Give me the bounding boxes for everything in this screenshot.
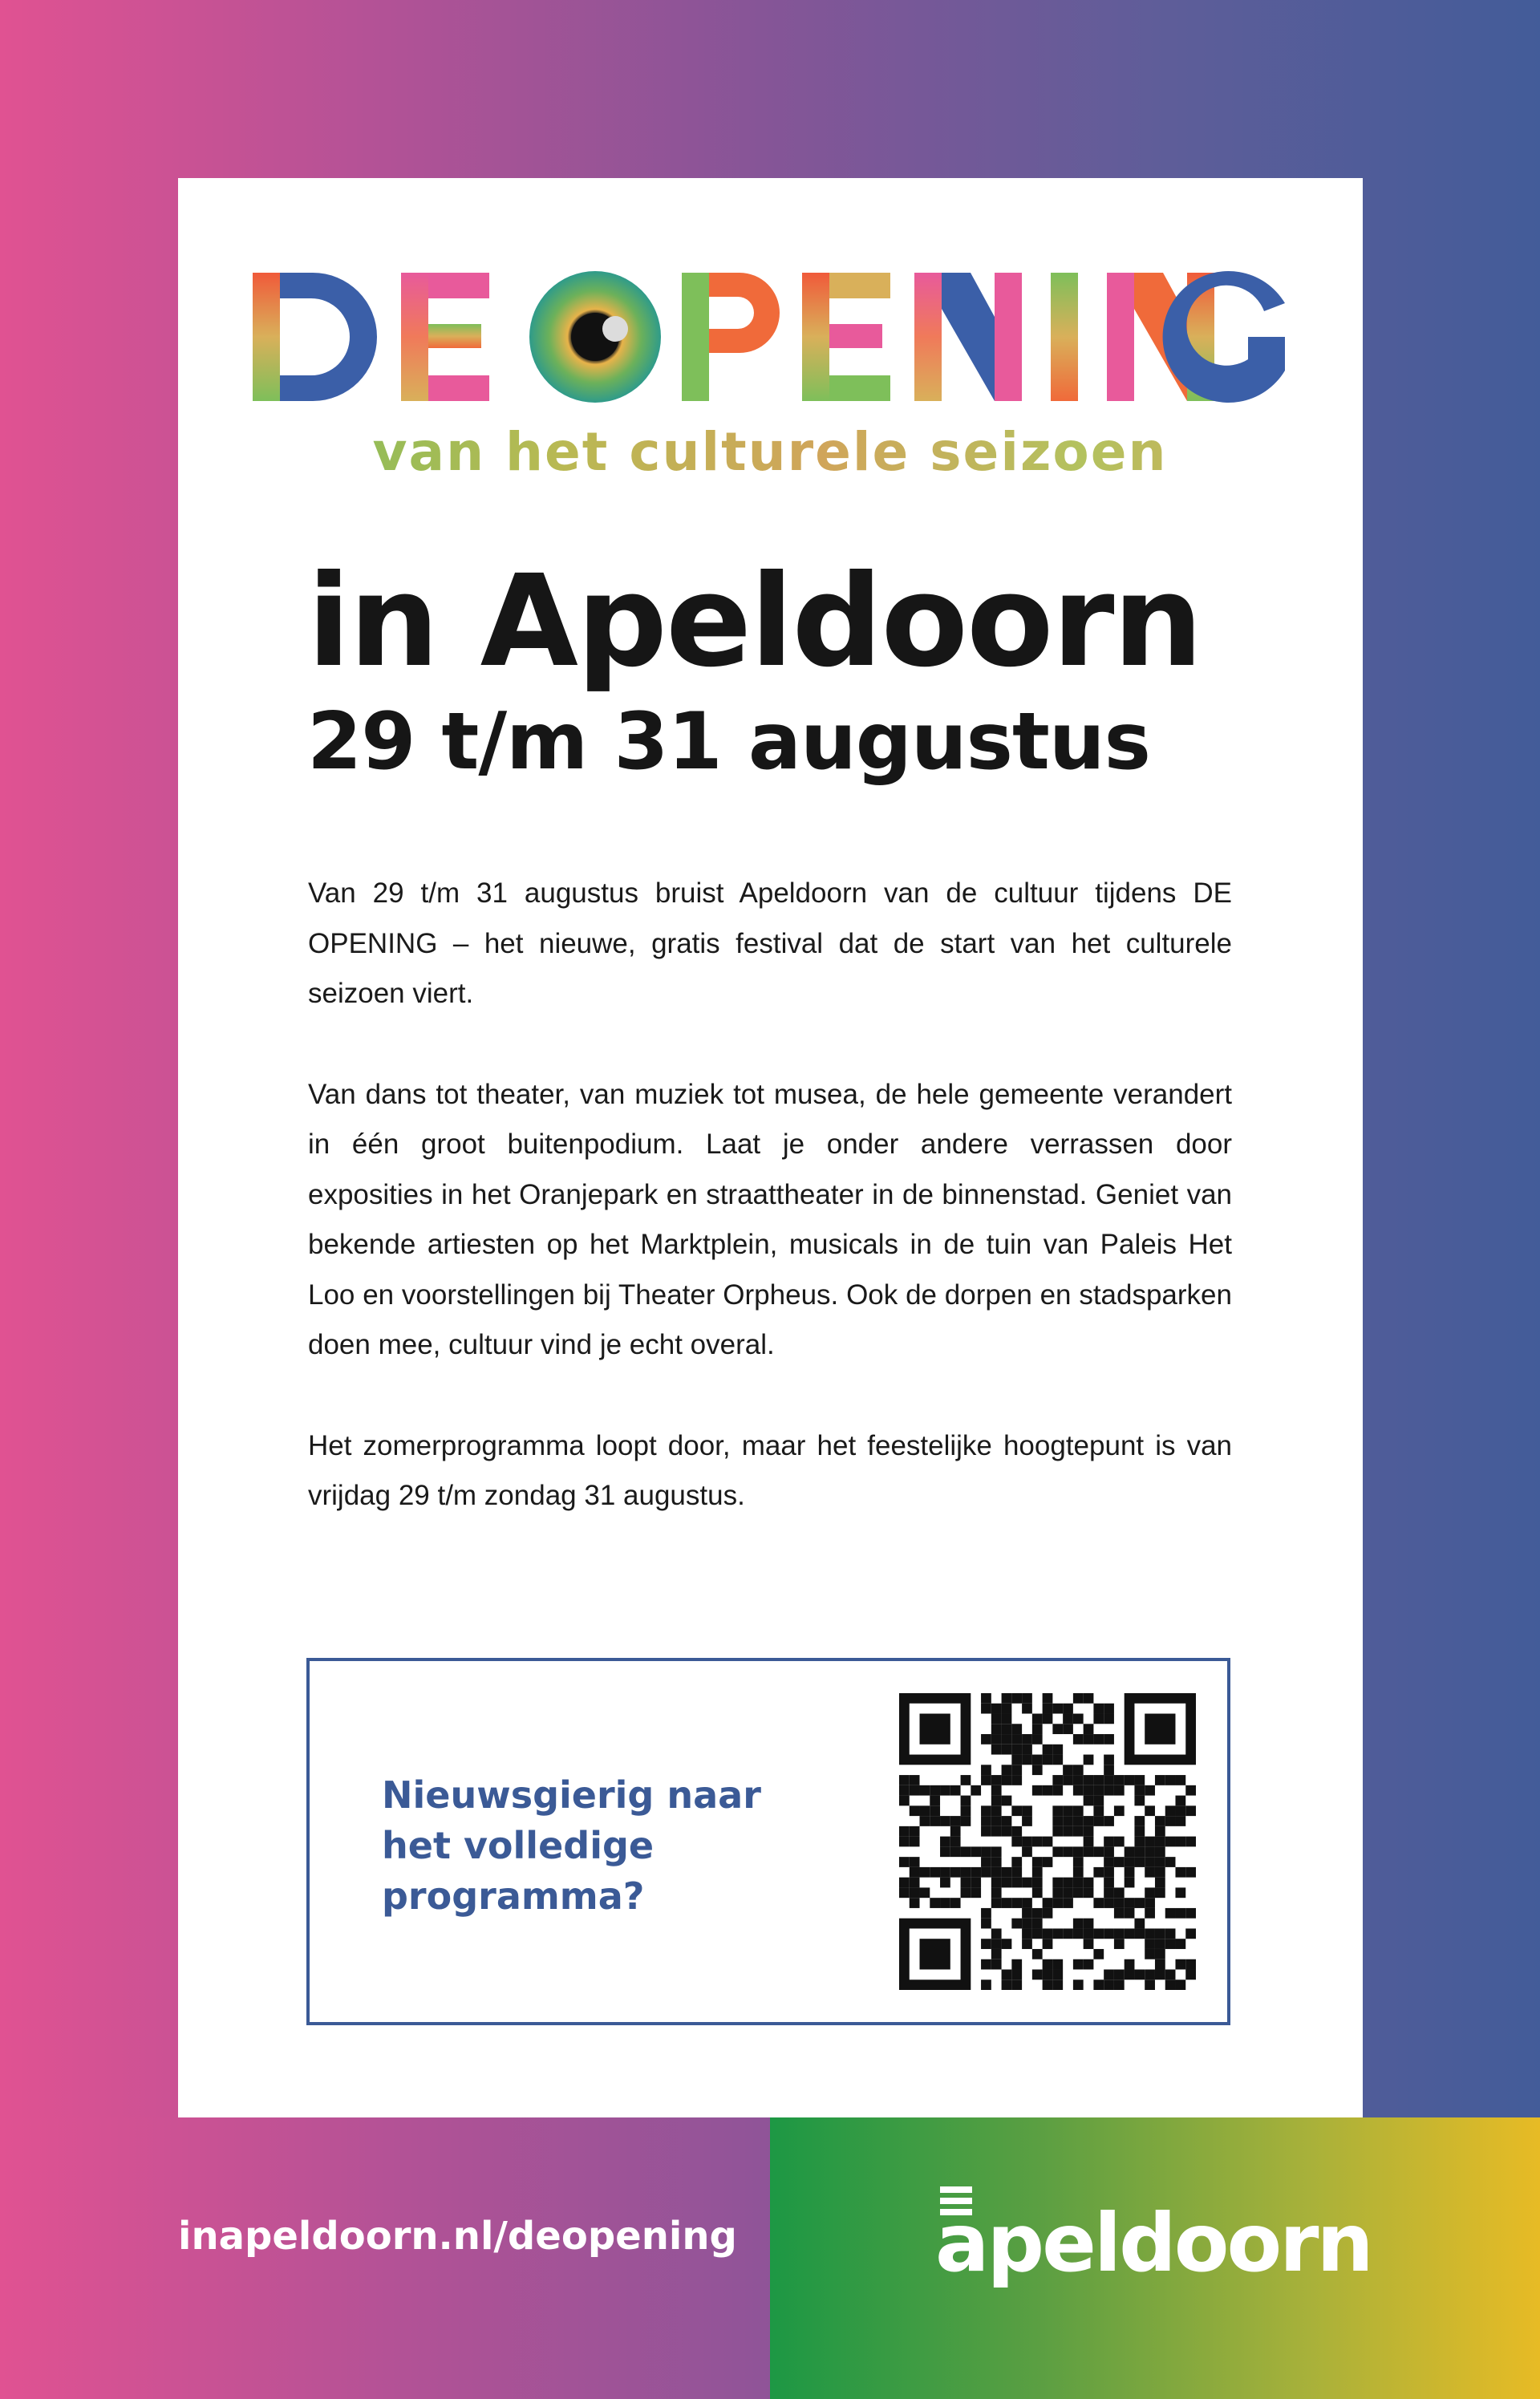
qr-callout-box xyxy=(306,1658,1230,2025)
headline-dates: 29 t/m 31 augustus xyxy=(307,696,1150,788)
paragraph-program: Van dans tot theater, van muziek tot musea, de hele gemeente verandert in één groot buitenpodium. Laat je onder andere verrassen door exposities in het Oranjepark en straattheater in de binnenstad. Geniet van bekende artiesten op het Marktplein, musicals in de tuin van Paleis Het Loo en voorstellingen bij Theater Orpheus. Ook de dorpen en stadsparken doen mee, cultuur vind je echt overal. xyxy=(308,1078,1232,1360)
paragraph-highlight: Het zomerprogramma loopt door, maar het feestelijke hoogtepunt is van vrijdag 29 t/m zondag 31 augustus. xyxy=(308,1429,1232,1511)
headline xyxy=(307,548,1238,788)
body-text xyxy=(308,869,1232,1572)
brand-wordmark: apeldoorn xyxy=(935,2196,1372,2290)
subtitle: van het culturele seizoen xyxy=(249,421,1291,483)
qr-code-icon[interactable] xyxy=(899,1693,1196,1990)
paragraph-intro: Van 29 t/m 31 augustus bruist Apeldoorn van de cultuur tijdens DE OPENING – het nieuwe, gratis festival dat de start van het culturele seizoen viert. xyxy=(308,877,1232,1009)
eye-icon xyxy=(529,271,661,403)
de-opening-logo xyxy=(249,265,1291,409)
footer-url-link[interactable]: inapeldoorn.nl/deopening xyxy=(178,2214,737,2259)
headline-location: in Apeldoorn xyxy=(307,548,1202,695)
qr-question: Nieuwsgierig naar het volledige programma? xyxy=(382,1773,761,1918)
apeldoorn-logo xyxy=(935,2180,1372,2292)
